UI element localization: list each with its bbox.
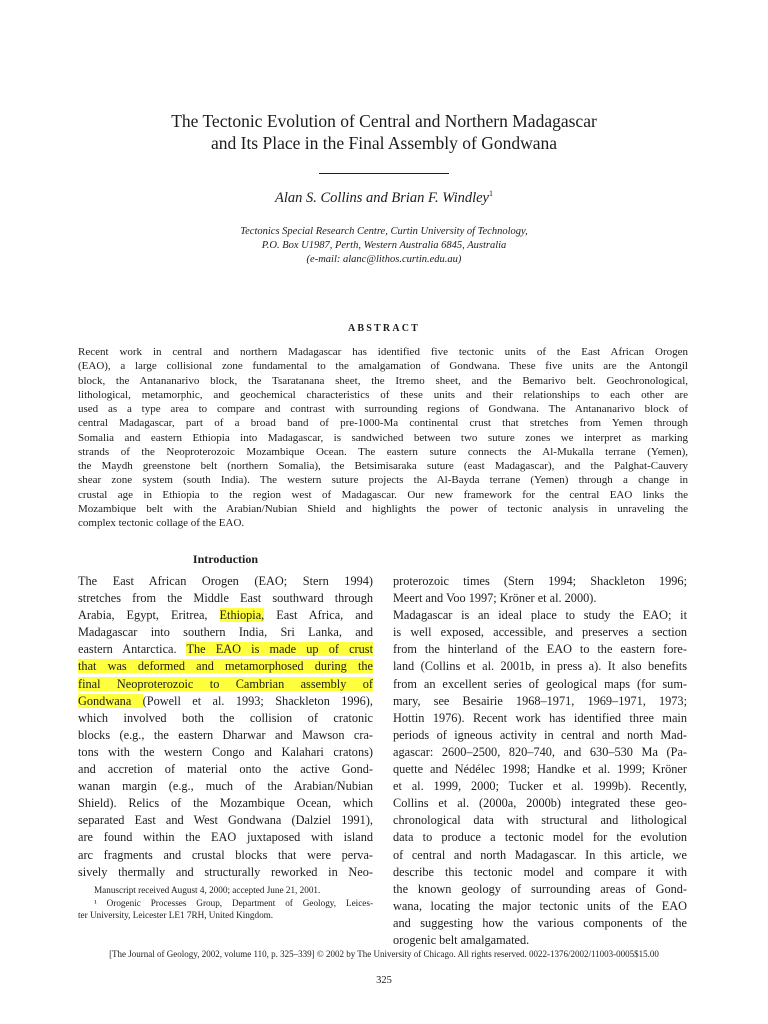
body-text-line: stretches from the Middle East southward through <box>78 591 373 606</box>
author-names: Alan S. Collins and Brian F. Windley <box>274 189 489 206</box>
body-text-line: Shield). Relics of the Mozambique Ocean, which <box>78 796 373 811</box>
title-line-2: and Its Place in the Final Assembly of Gondwana <box>210 133 558 153</box>
abstract-line: central Madagascar, part of a broad band of pre-1000-Ma continental crust that stretches from Yemen through <box>78 417 688 430</box>
highlighted-text: The EAO is made up of crust <box>186 642 373 657</box>
abstract-line: used as a type area to compare and contrast with surrounding regions of Gondwana. The Antananarivo block of <box>78 403 688 415</box>
abstract-line: the Maydh greenstone belt (northern Somalia), the Betsimisaraka suture (east Madagascar), and the Palghat-Cauvery <box>78 460 688 472</box>
body-text-line: chronological data with structural and lithological <box>393 813 687 828</box>
body-text-line <box>78 693 373 710</box>
title-line-1: The Tectonic Evolution of Central and Northern Madagascar <box>171 111 597 131</box>
page-number: 325 <box>376 975 392 986</box>
abstract-line: Somalia and eastern Ethiopia into Madagascar, is sandwiched between two suture zones we interpret as marking <box>78 431 688 444</box>
highlighted-text: Ethiopia, <box>219 608 265 623</box>
body-text-line: wana, locating the major tectonic units of the EAO <box>393 898 687 913</box>
affiliation-line-1: Tectonics Special Research Centre, Curtin University of Technology, <box>240 226 528 237</box>
body-text-line <box>78 624 373 641</box>
highlighted-text: Gondwana <box>78 693 143 708</box>
abstract-line: (EAO), a large collisional zone fundamental to the amalgamation of Gondwana. These five units are the Antongil <box>78 360 688 373</box>
body-text-line: and suggesting how the various components of the <box>393 915 687 930</box>
body-text-line: The East African Orogen (EAO; Stern 1994) <box>78 574 373 588</box>
article-title <box>80 110 688 154</box>
body-text-line: proterozoic times (Stern 1994; Shackleton 1996; <box>393 574 687 588</box>
abstract-line: Recent work in central and northern Madagascar has identified five tectonic units of the East African Orogen <box>78 346 688 358</box>
introduction-heading: Introduction <box>192 552 259 566</box>
abstract-heading: ABSTRACT <box>347 323 421 334</box>
footnote-1-line-1: ¹ Orogenic Processes Group, Department of Geology, Leices- <box>94 897 373 908</box>
body-text-line: from the hinterland of the EAO to the eastern fore- <box>393 642 687 657</box>
body-text-line <box>78 658 373 675</box>
highlighted-text: final Neoproterozoic to Cambrian assembly of <box>78 676 373 691</box>
abstract-line: strands of the Neoproterozoic Mozambique Ocean. The eastern suture connects the Al-Mukalla terrane (Yemen), <box>78 445 688 458</box>
author-line <box>80 189 688 207</box>
body-text-line: are found within the EAO juxtaposed with island <box>78 830 373 845</box>
body-text-line: tons with the western Congo and Kalahari cratons) <box>78 744 373 759</box>
body-text-line <box>78 641 373 658</box>
abstract-line: shear zone system (south India). The western suture projects the Al-Bayda terrane (Yemen) through a change in <box>78 474 688 487</box>
highlighted-text: that was deformed and metamorphosed during the <box>78 659 373 674</box>
body-text-line: is well exposed, accessible, and preserves a section <box>393 625 687 640</box>
abstract-line: lithological, metamorphic, and geochemical characteristics of these units and their relationships to each other are <box>78 388 688 401</box>
body-text-line: data to produce a tectonic model for the evolution <box>393 830 687 845</box>
journal-citation: [The Journal of Geology, 2002, volume 110, p. 325–339] © 2002 by The University of Chicago. All rights reserved. 0022-1376/2002/11003-0005$15.00 <box>109 949 659 959</box>
body-text-line: land (Collins et al. 2001b, in press a). It also benefits <box>393 659 687 674</box>
title-divider <box>319 173 449 174</box>
abstract-line: Mozambique belt with the Arabian/Nubian Shield and highlights the power of tectonic analysis in unraveling the <box>78 502 688 515</box>
body-text-line: Madagascar is an ideal place to study the EAO; it <box>393 608 687 623</box>
body-text-line: sively thermally and structurally reworked in Neo- <box>78 864 373 879</box>
body-text-line: agascar: 2600–2500, 820–740, and 630–530 Ma (Pa- <box>393 744 687 759</box>
abstract-line: block, the Antananarivo block, the Tsaratanana sheet, the Itremo sheet, and the Bemarivo belt. Geochronological, <box>78 374 688 387</box>
body-column-right <box>393 573 687 949</box>
body-text-line <box>78 676 373 693</box>
body-text-line: of central and north Madagascar. In this article, we <box>393 847 687 862</box>
abstract-line: crustal age in Ethiopia to the region west of Madagascar. Our new framework for the central EAO links the <box>78 488 688 501</box>
text-segment: East Africa, and <box>264 608 373 623</box>
affiliation-email: (e-mail: alanc@lithos.curtin.edu.au) <box>306 254 462 265</box>
body-text-line: which involved both the collision of cratonic <box>78 710 373 725</box>
body-column-left <box>78 573 373 881</box>
body-text-line: quette and Nédélec 1998; Handke et al. 1999; Kröner <box>393 762 687 777</box>
text-segment: (Powell et al. 1993; Shackleton 1996), <box>142 693 373 708</box>
body-text-line <box>78 607 373 624</box>
abstract-body <box>78 345 688 530</box>
affiliation <box>80 225 688 267</box>
affiliation-line-2: P.O. Box U1987, Perth, Western Australia 6845, Australia <box>261 240 507 251</box>
body-text-line: the known geology of surrounding areas of Gond- <box>393 881 687 896</box>
body-text-line: blocks (e.g., the eastern Dharwar and Mawson cra- <box>78 727 373 742</box>
body-text-line: separated East and West Gondwana (Dalziel 1991), <box>78 813 373 828</box>
body-text-line: orogenic belt amalgamated. <box>393 932 530 947</box>
footnotes <box>78 884 373 922</box>
body-text-line: arc fragments and crustal blocks that were perva- <box>78 847 373 862</box>
body-text-line: mary, see Besairie 1968–1971, 1969–1971, 1973; <box>393 693 687 708</box>
footnote-1-line-2: ter University, Leicester LE1 7RH, United Kingdom. <box>78 910 274 920</box>
body-text-line: et al. 1999, 2000; Tucker et al. 1999b). Recently, <box>393 779 687 794</box>
author-footnote-mark: 1 <box>489 189 493 198</box>
body-text-line: Meert and Voo 1997; Kröner et al. 2000). <box>393 591 597 606</box>
text-segment: Madagascar into southern India, Sri Lanka, and <box>78 625 373 640</box>
body-text-line: and accretion of material onto the active Gond- <box>78 762 373 777</box>
footnote-received: Manuscript received August 4, 2000; accepted June 21, 2001. <box>94 885 321 895</box>
body-text-line: Hottin 1976). Recent work has identified three main <box>393 710 687 725</box>
body-text-line: wanan margin (e.g., much of the Arabian/Nubian <box>78 779 373 794</box>
body-text-line: Collins et al. (2000a, 2000b) integrated these geo- <box>393 796 687 811</box>
abstract-line: complex tectonic collage of the EAO. <box>78 517 245 529</box>
text-segment: Arabia, Egypt, Eritrea, <box>78 608 220 623</box>
body-text-line: periods of igneous activity in central and north Mad- <box>393 727 687 742</box>
body-text-line: from an excellent series of geological maps (for sum- <box>393 676 687 691</box>
text-segment: eastern Antarctica. <box>78 642 187 657</box>
body-text-line: describe this tectonic model and compare it with <box>393 864 687 879</box>
